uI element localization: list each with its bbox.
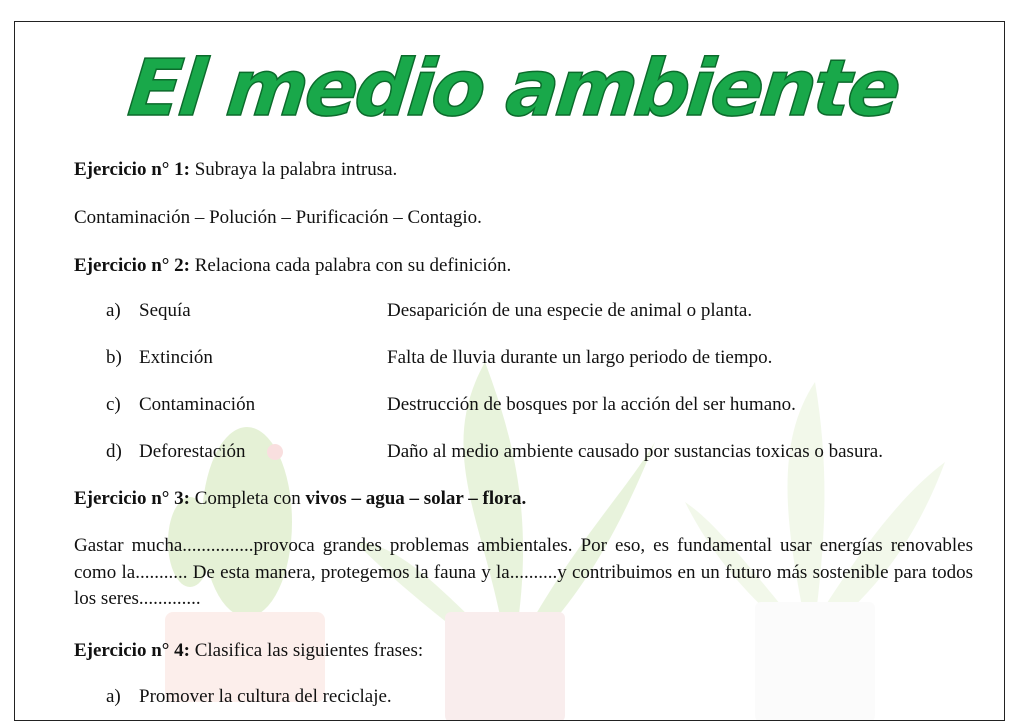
exercise-4-heading (74, 639, 423, 663)
exercise-3-fill-in-paragraph: Gastar mucha...............provoca grandes problemas ambientales. Por eso, es fundamental usar energías renovables como la........... De esta manera, protegemos la fauna y la..........y contribuimos en un futuro más sostenible para todos los seres............. (74, 535, 973, 609)
exercise-3-instruction: Completa con (194, 488, 301, 509)
exercise-4-label: Ejercicio n° 4: (74, 640, 190, 661)
exercise-3-heading (74, 487, 526, 511)
matching-row (15, 440, 1005, 464)
exercise-2-instruction: Relaciona cada palabra con su definición. (194, 255, 512, 276)
exercise-4-item-text: Promover la cultura del reciclaje. (139, 686, 392, 707)
matching-term: Contaminación (139, 394, 256, 415)
matching-row (15, 299, 1005, 323)
matching-definition: Destrucción de bosques por la acción del ser humano. (387, 394, 796, 415)
exercise-2-label: Ejercicio n° 2: (74, 255, 190, 276)
exercise-1-instruction: Subraya la palabra intrusa. (194, 159, 398, 180)
matching-term: Deforestación (139, 441, 246, 462)
exercise-3-word-bank: vivos – agua – solar – flora. (305, 488, 527, 509)
matching-row (15, 393, 1005, 417)
matching-letter: b) (106, 347, 122, 368)
exercise-4-instruction: Clasifica las siguientes frases: (194, 640, 424, 661)
matching-row (15, 346, 1005, 370)
exercise-3-label: Ejercicio n° 3: (74, 488, 190, 509)
matching-letter: a) (106, 300, 121, 321)
worksheet-page (14, 21, 1005, 721)
exercise-4-item-letter: a) (106, 686, 121, 707)
exercise-4-item (15, 685, 1005, 709)
matching-definition: Desaparición de una especie de animal o planta. (387, 300, 753, 321)
exercise-1-word-list: Contaminación – Polución – Purificación – Contagio. (74, 207, 482, 228)
exercise-2-heading (74, 254, 511, 278)
exercise-1-label: Ejercicio n° 1: (74, 159, 190, 180)
matching-letter: d) (106, 441, 122, 462)
matching-definition: Falta de lluvia durante un largo periodo de tiempo. (387, 347, 773, 368)
matching-definition: Daño al medio ambiente causado por sustancias toxicas o basura. (387, 441, 883, 462)
matching-term: Extinción (139, 347, 213, 368)
exercise-1-heading (74, 158, 397, 182)
matching-term: Sequía (139, 300, 191, 321)
worksheet-title: El medio ambiente (124, 44, 903, 134)
matching-letter: c) (106, 394, 121, 415)
